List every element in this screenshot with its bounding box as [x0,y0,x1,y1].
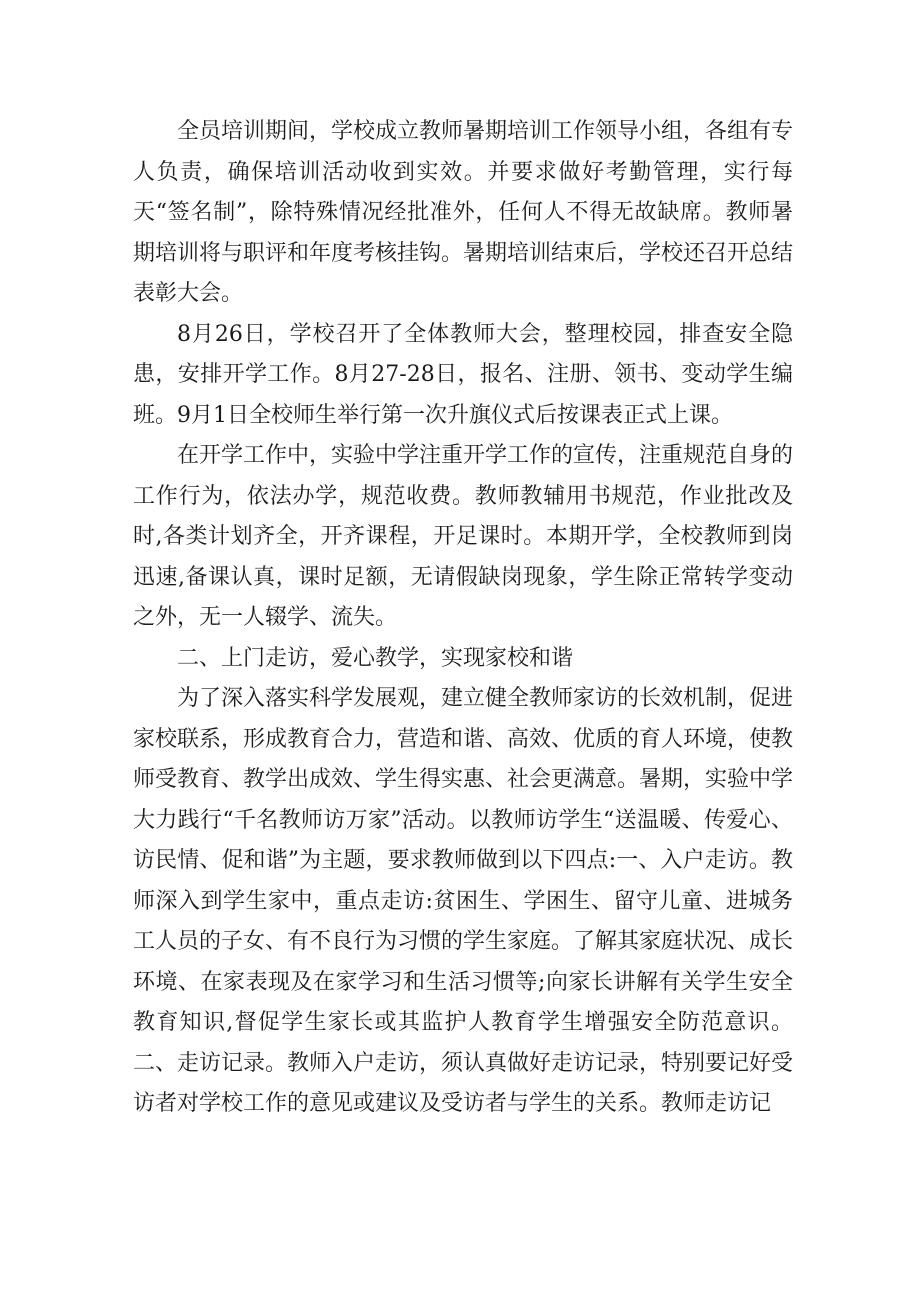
paragraph-opening-work: 在开学工作中，实验中学注重开学工作的宣传，注重规范自身的工作行为，依法办学，规范收费。教师教辅用书规范，作业批改及时,各类计划齐全，开齐课程，开足课时。本期开学，全校教师到岗迅速,备课认真，课时足额，无请假缺岗现象，学生除正常转学变动之外，无一人辍学、流失。 [133,443,794,630]
section-heading-home-visits: 二、上门走访，爱心教学，实现家校和谐 [177,645,574,671]
paragraph-home-visits: 为了深入落实科学发展观，建立健全教师家访的长效机制，促进家校联系，形成教育合力，营造和谐、高效、优质的育人环境，使教师受教育、教学出成效、学生得实惠、社会更满意。暑期，实验中学大力践行“千名教师访万家”活动。以教师访学生“送温暖、传爱心、访民情、促和谐”为主题，要求教师做到以下四点:一、入户走访。教师深入到学生家中，重点走访:贫困生、学困生、留守儿童、进城务工人员的子女、有不良行为习惯的学生家庭。了解其家庭状况、成长环境、在家表现及在家学习和生活习惯等;向家长讲解有关学生安全教育知识,督促学生家长或其监护人教育学生增强安全防范意识。二、走访记录。教师入户走访，须认真做好走访记录，特别要记好受访者对学校工作的意见或建议及受访者与学生的关系。教师走访记 [133,686,794,1116]
paragraph-training-management: 全员培训期间，学校成立教师暑期培训工作领导小组，各组有专人负责，确保培训活动收到实效。并要求做好考勤管理，实行每天“签名制”，除特殊情况经批准外，任何人不得无故缺席。教师暑期培训将与职评和年度考核挂钩。暑期培训结束后，学校还召开总结表彰大会。 [133,119,794,306]
document-body [133,112,793,1125]
paragraph-school-opening-schedule: 8月26日，学校召开了全体教师大会，整理校园，排查安全隐患，安排开学工作。8月27-28日，报名、注册、领书、变动学生编班。9月1日全校师生举行第一次升旗仪式后按课表正式上课。 [133,321,793,428]
